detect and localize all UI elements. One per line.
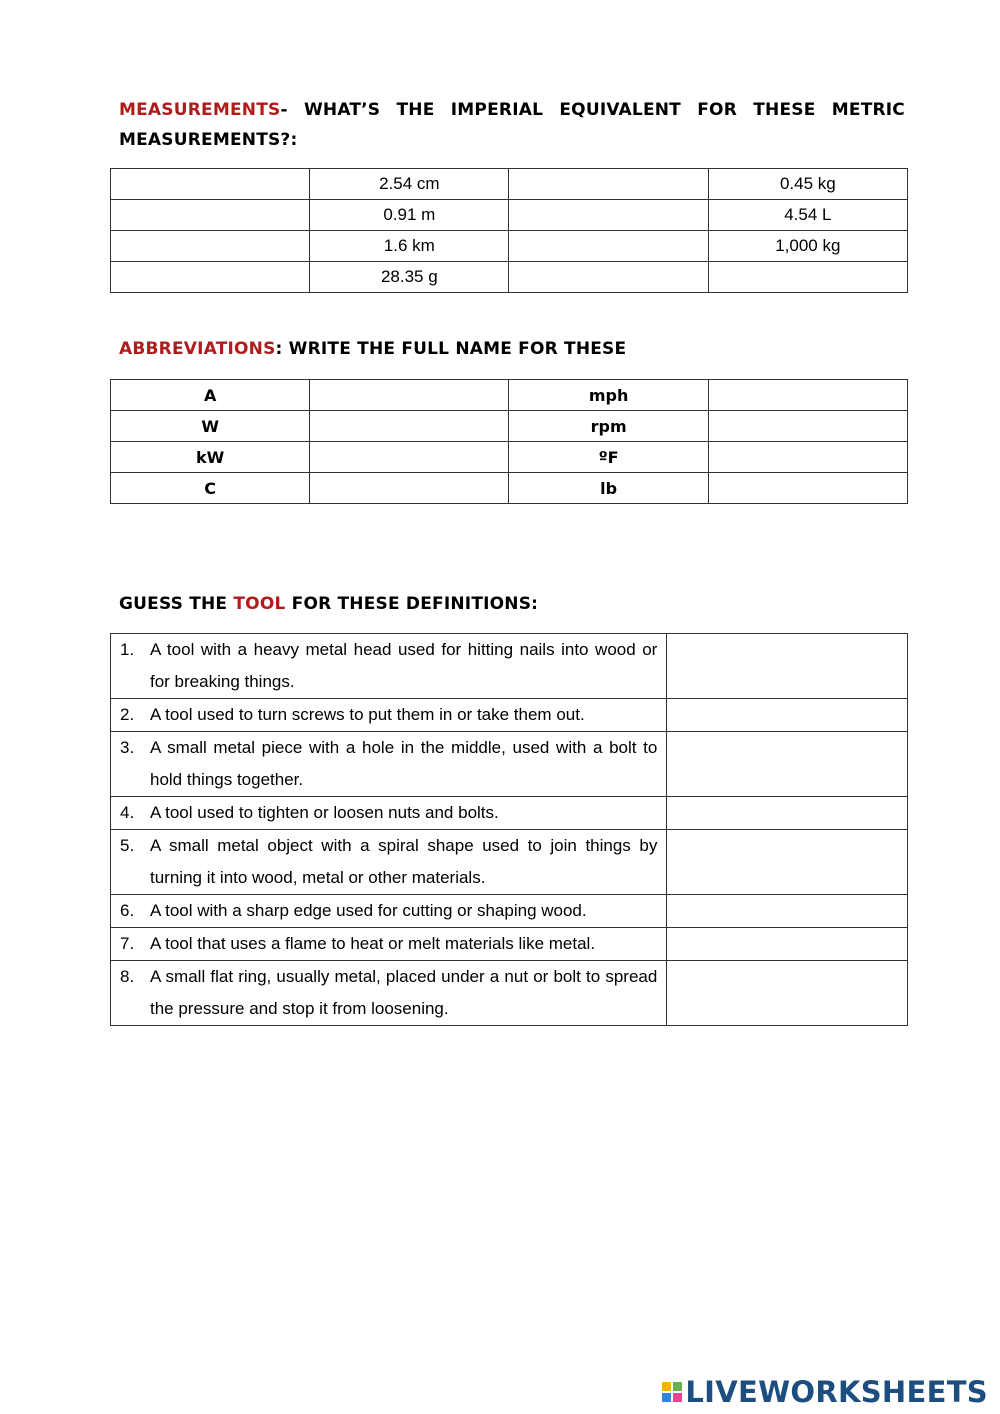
definition-cell — [111, 732, 667, 797]
definition-cell — [111, 895, 667, 928]
answer-cell[interactable] — [708, 473, 907, 504]
definition-number: 1. — [120, 640, 135, 659]
definition-text: A tool that uses a flame to heat or melt materials like metal. — [150, 934, 596, 953]
answer-cell[interactable] — [509, 262, 708, 293]
definition-number: 5. — [120, 836, 135, 855]
metric-value-cell: 28.35 g — [310, 262, 509, 293]
answer-cell[interactable] — [111, 169, 310, 200]
definition-number: 3. — [120, 738, 135, 757]
abbreviations-table — [110, 379, 908, 504]
answer-cell[interactable] — [667, 928, 908, 961]
table-row — [111, 473, 908, 504]
tools-table — [110, 633, 908, 1026]
metric-value-cell: 1,000 kg — [708, 231, 907, 262]
definition-number: 2. — [120, 705, 135, 724]
table-row — [111, 961, 908, 1026]
definition-cell — [111, 961, 667, 1026]
answer-cell[interactable] — [667, 797, 908, 830]
answer-cell[interactable] — [667, 961, 908, 1026]
definition-text: A small flat ring, usually metal, placed under a nut or bolt to spread the pressure and stop it from loosening. — [150, 967, 658, 1018]
answer-cell[interactable] — [708, 380, 907, 411]
logo-square — [662, 1382, 671, 1391]
abbreviations-heading — [119, 337, 905, 361]
definition-number: 8. — [120, 967, 135, 986]
metric-value-cell: 1.6 km — [310, 231, 509, 262]
definition-text: A tool with a sharp edge used for cutting or shaping wood. — [150, 901, 587, 920]
abbreviation-cell: kW — [111, 442, 310, 473]
abbreviations-heading-red: ABBREVIATIONS — [119, 339, 276, 359]
abbreviation-cell: rpm — [509, 411, 708, 442]
definition-text: A tool used to turn screws to put them in or take them out. — [150, 705, 585, 724]
table-row — [111, 699, 908, 732]
table-row — [111, 895, 908, 928]
definition-text: A small metal object with a spiral shape used to join things by turning it into wood, metal or other materials. — [150, 836, 658, 887]
table-row — [111, 231, 908, 262]
answer-cell[interactable] — [111, 200, 310, 231]
logo-square — [673, 1393, 682, 1402]
abbreviation-cell: C — [111, 473, 310, 504]
tools-heading-red: TOOL — [233, 594, 286, 614]
logo-square — [673, 1382, 682, 1391]
definition-number: 4. — [120, 803, 135, 822]
definition-text: A tool used to tighten or loosen nuts and bolts. — [150, 803, 499, 822]
definition-number: 6. — [120, 901, 135, 920]
metric-value-cell: 0.45 kg — [708, 169, 907, 200]
table-row — [111, 169, 908, 200]
answer-cell[interactable] — [667, 732, 908, 797]
abbreviation-cell: W — [111, 411, 310, 442]
table-row — [111, 380, 908, 411]
liveworksheets-logo — [662, 1372, 988, 1412]
definition-number: 7. — [120, 934, 135, 953]
abbreviations-heading-rest: : WRITE THE FULL NAME FOR THESE — [275, 339, 627, 359]
definition-cell — [111, 699, 667, 732]
table-row — [111, 411, 908, 442]
definition-cell — [111, 928, 667, 961]
answer-cell[interactable] — [310, 473, 509, 504]
answer-cell[interactable] — [667, 830, 908, 895]
answer-cell[interactable] — [708, 442, 907, 473]
logo-square — [662, 1393, 671, 1402]
measurements-heading — [119, 95, 905, 155]
liveworksheets-logo-icon — [662, 1382, 682, 1402]
table-row — [111, 830, 908, 895]
abbreviation-cell: mph — [509, 380, 708, 411]
table-row — [111, 732, 908, 797]
tools-heading-pre: GUESS THE — [119, 594, 234, 614]
definition-text: A small metal piece with a hole in the middle, used with a bolt to hold things together. — [150, 738, 658, 789]
answer-cell[interactable] — [509, 231, 708, 262]
answer-cell[interactable] — [310, 442, 509, 473]
abbreviation-cell: A — [111, 380, 310, 411]
answer-cell[interactable] — [111, 231, 310, 262]
measurements-heading-rest: - WHAT’S THE IMPERIAL EQUIVALENT FOR THESE METRIC MEASUREMENTS?: — [119, 100, 905, 150]
answer-cell[interactable] — [667, 895, 908, 928]
table-row — [111, 928, 908, 961]
measurements-heading-red: MEASUREMENTS — [119, 100, 281, 120]
definition-cell — [111, 797, 667, 830]
answer-cell[interactable] — [509, 200, 708, 231]
metric-value-cell: 4.54 L — [708, 200, 907, 231]
table-row — [111, 262, 908, 293]
answer-cell[interactable] — [509, 169, 708, 200]
tools-heading-post: FOR THESE DEFINITIONS: — [285, 594, 539, 614]
answer-cell[interactable] — [310, 380, 509, 411]
answer-cell[interactable] — [708, 262, 907, 293]
definition-cell — [111, 634, 667, 699]
answer-cell[interactable] — [111, 262, 310, 293]
measurements-table — [110, 168, 908, 293]
answer-cell[interactable] — [708, 411, 907, 442]
abbreviation-cell: ºF — [509, 442, 708, 473]
table-row — [111, 442, 908, 473]
definition-text: A tool with a heavy metal head used for hitting nails into wood or for breaking things. — [150, 640, 658, 691]
metric-value-cell: 0.91 m — [310, 200, 509, 231]
tools-heading — [119, 592, 905, 616]
answer-cell[interactable] — [667, 634, 908, 699]
table-row — [111, 634, 908, 699]
table-row — [111, 797, 908, 830]
metric-value-cell: 2.54 cm — [310, 169, 509, 200]
table-row — [111, 200, 908, 231]
abbreviation-cell: lb — [509, 473, 708, 504]
answer-cell[interactable] — [310, 411, 509, 442]
answer-cell[interactable] — [667, 699, 908, 732]
definition-cell — [111, 830, 667, 895]
logo-text: LIVEWORKSHEETS — [685, 1375, 988, 1409]
